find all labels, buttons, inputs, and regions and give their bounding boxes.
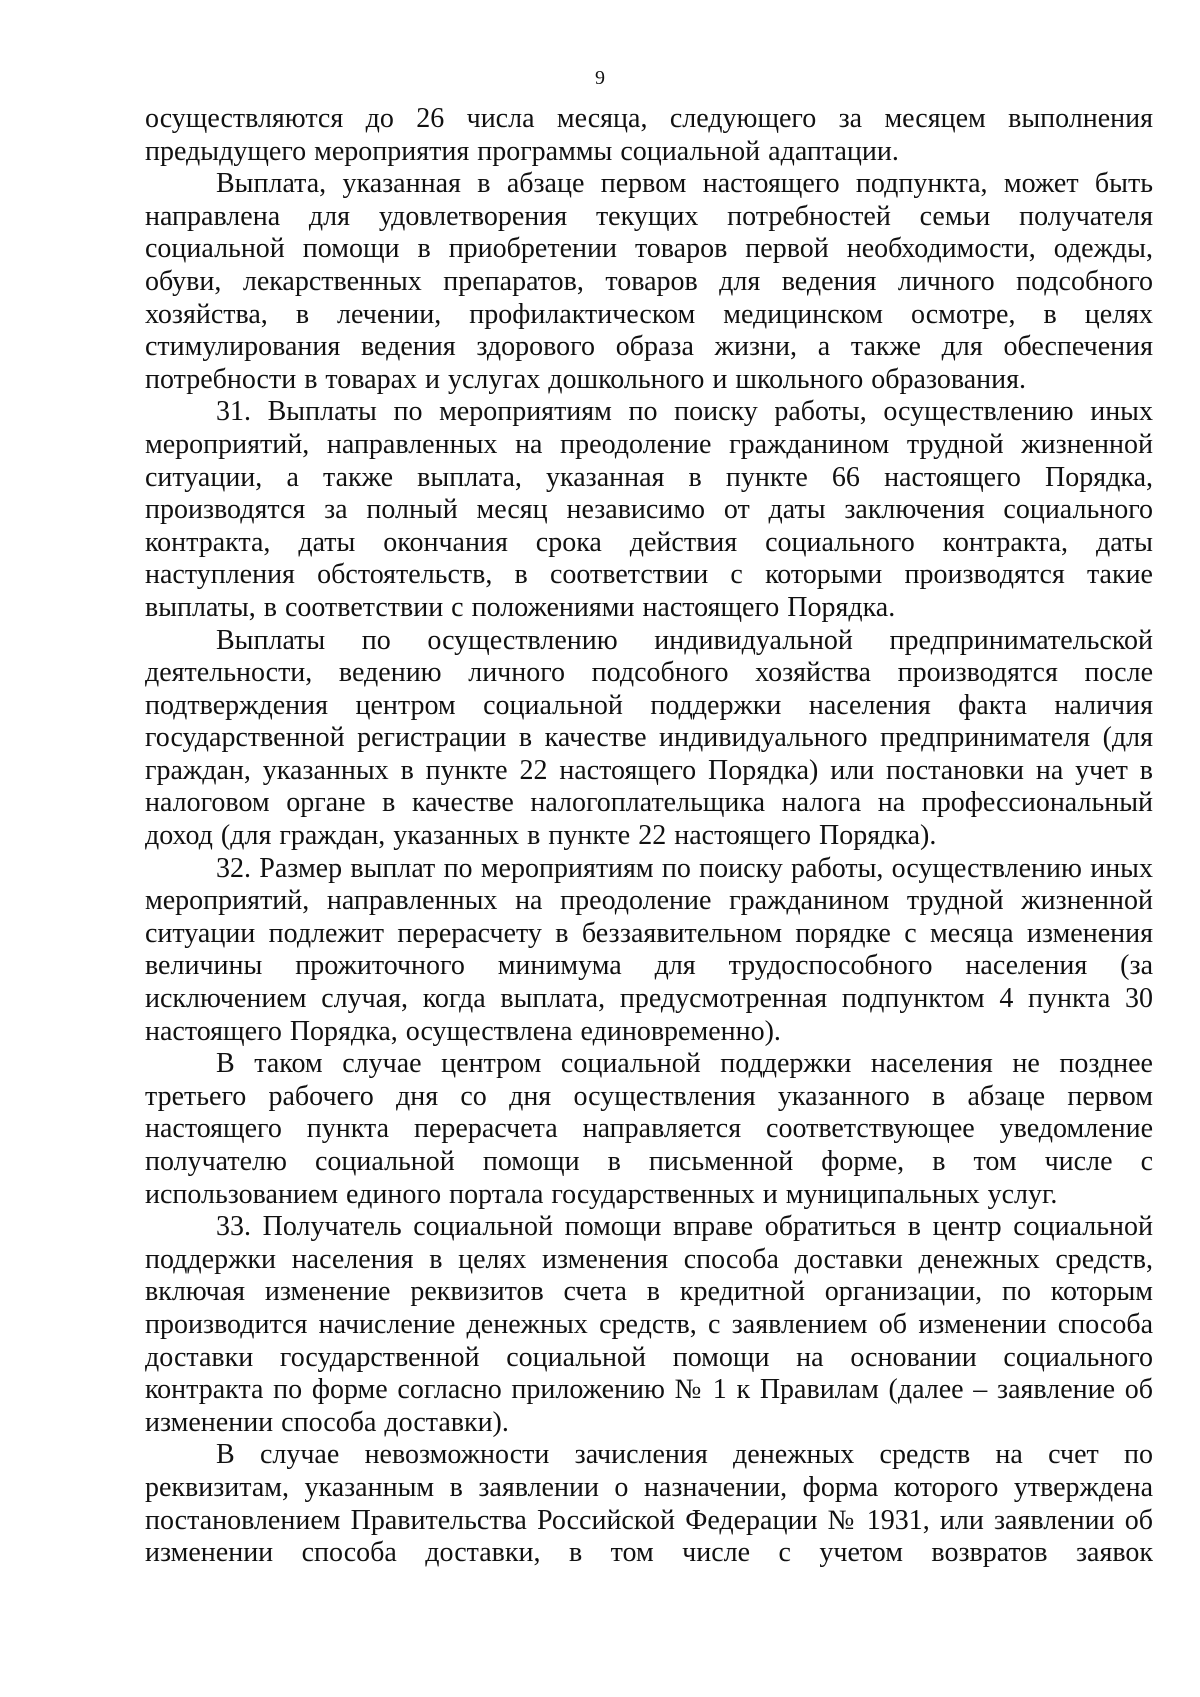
document-body — [145, 103, 1153, 1570]
paragraph-recalculation-notice: В таком случае центром социальной поддержки населения не позднее третьего рабочего дня со дня осуществления указанного в абзаце первом настоящего пункта перерасчета направляется соответствующее уведомление получателю социальной помощи в письменной форме, в том числе с использованием единого портала государственных и муниципальных услуг. — [145, 1048, 1153, 1210]
paragraph-clause-31: 31. Выплаты по мероприятиям по поиску работы, осуществлению иных мероприятий, направленных на преодоление гражданином трудной жизненной ситуации, а также выплата, указанная в пункте 66 настоящего Порядка, производятся за полный месяц независимо от даты заключения социального контракта, даты окончания срока действия социального контракта, даты наступления обстоятельств, в соответствии с которыми производятся такие выплаты, в соответствии с положениями настоящего Порядка. — [145, 396, 1153, 623]
paragraph-continuation: осуществляются до 26 числа месяца, следующего за месяцем выполнения предыдущего мероприятия программы социальной адаптации. — [145, 103, 1153, 167]
paragraph-transfer-failure: В случае невозможности зачисления денежных средств на счет по реквизитам, указанным в заявлении о назначении, форма которого утверждена постановлением Правительства Российской Федерации № 1931, или заявлении об изменении способа доставки, в том числе с учетом возвратов заявок — [145, 1439, 1153, 1569]
paragraph-payment-purpose: Выплата, указанная в абзаце первом настоящего подпункта, может быть направлена для удовлетворения текущих потребностей семьи получателя социальной помощи в приобретении товаров первой необходимости, одежды, обуви, лекарственных препаратов, товаров для ведения личного подсобного хозяйства, в лечении, профилактическом медицинском осмотре, в целях стимулирования ведения здорового образа жизни, а также для обеспечения потребности в товарах и услугах дошкольного и школьного образования. — [145, 168, 1153, 395]
page-number: 9 — [595, 67, 605, 89]
paragraph-entrepreneur-payments: Выплаты по осуществлению индивидуальной предпринимательской деятельности, ведению личного подсобного хозяйства производятся после подтверждения центром социальной поддержки населения факта наличия государственной регистрации в качестве индивидуального предпринимателя (для граждан, указанных в пункте 22 настоящего Порядка) или постановки на учет в налоговом органе в качестве налогоплательщика налога на профессиональный доход (для граждан, указанных в пункте 22 настоящего Порядка). — [145, 624, 1153, 852]
paragraph-clause-33: 33. Получатель социальной помощи вправе обратиться в центр социальной поддержки населения в целях изменения способа доставки денежных средств, включая изменение реквизитов счета в кредитной организации, по которым производится начисление денежных средств, с заявлением об изменении способа доставки государственной социальной помощи на основании социального контракта по форме согласно приложению № 1 к Правилам (далее – заявление об изменении способа доставки). — [145, 1211, 1153, 1438]
paragraph-clause-32: 32. Размер выплат по мероприятиям по поиску работы, осуществлению иных мероприятий, направленных на преодоление гражданином трудной жизненной ситуации подлежит перерасчету в беззаявительном порядке с месяца изменения величины прожиточного минимума для трудоспособного населения (за исключением случая, когда выплата, предусмотренная подпунктом 4 пункта 30 настоящего Порядка, осуществлена единовременно). — [145, 852, 1153, 1047]
